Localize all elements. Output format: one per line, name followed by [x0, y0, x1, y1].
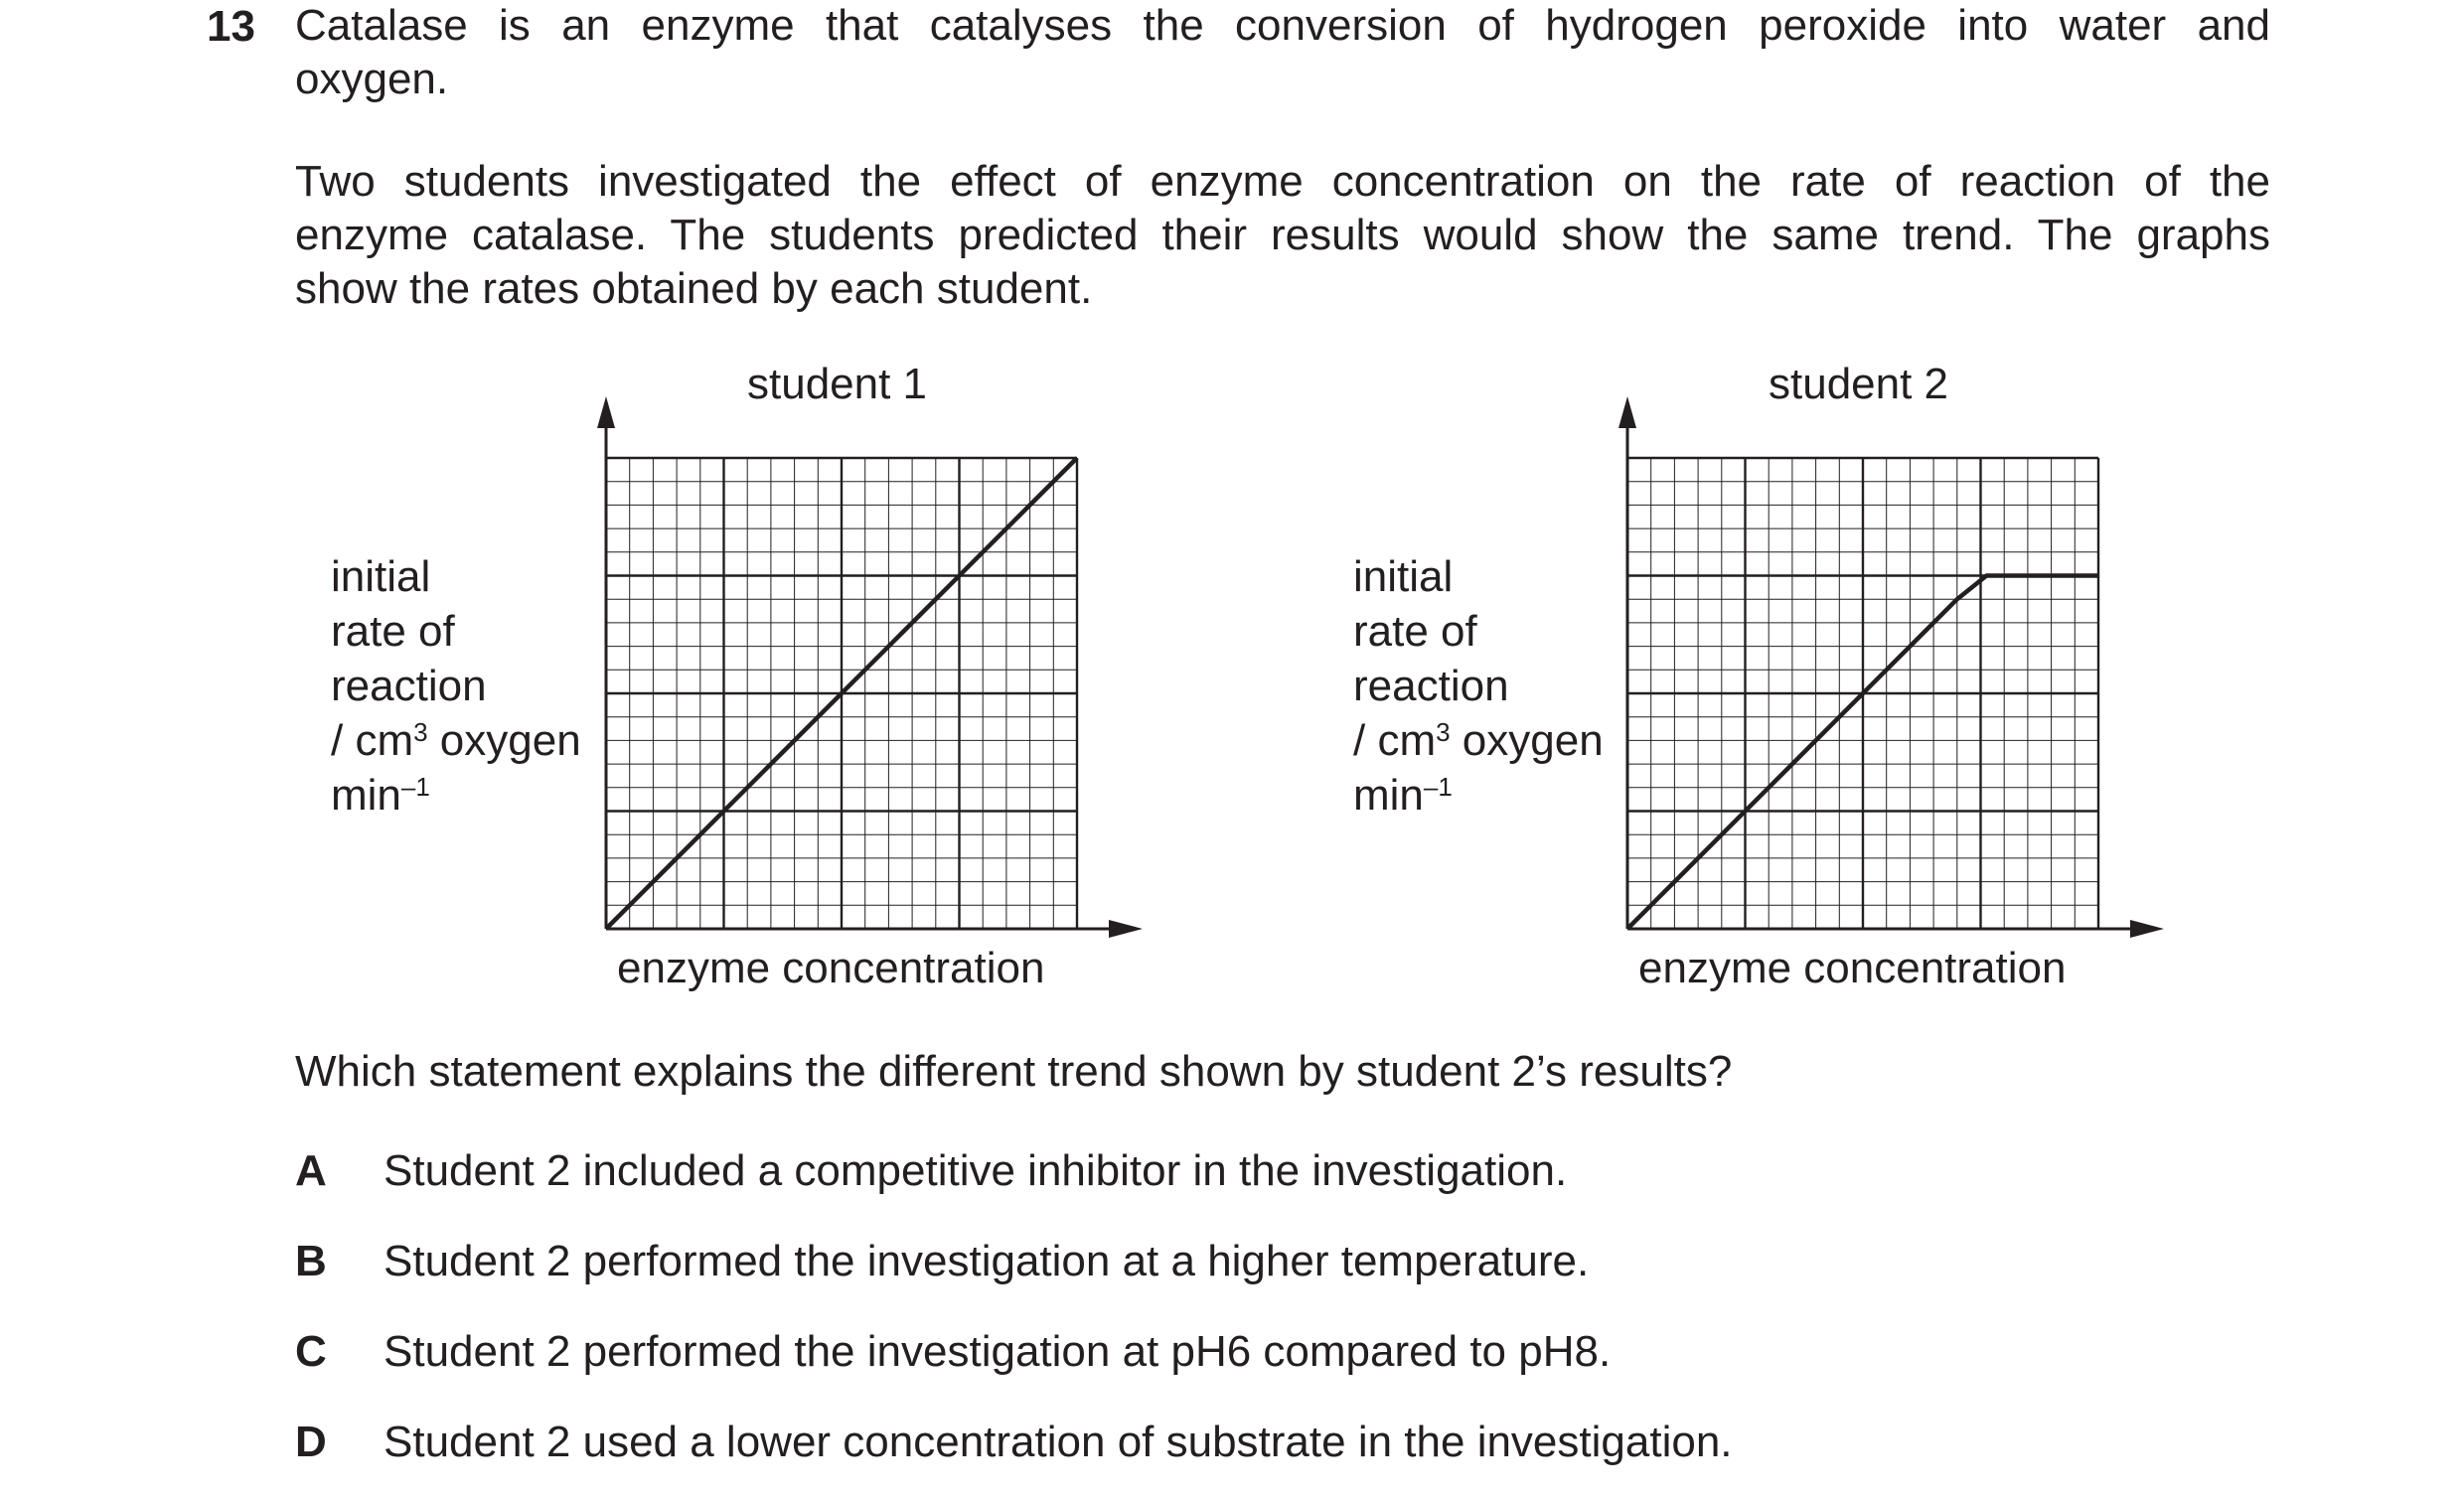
- x-axis-arrow: [1109, 920, 1143, 938]
- option-d-letter: D: [295, 1418, 327, 1466]
- y-axis-label-line: rate of: [331, 607, 455, 656]
- y-axis-label: [331, 549, 581, 823]
- unit-text: oxygen: [1450, 716, 1604, 765]
- y-axis-arrow: [1618, 396, 1636, 428]
- option-a-text: Student 2 included a competitive inhibitor in the investigation.: [384, 1146, 1568, 1195]
- context-line: Two students investigated the effect of enzyme concentration on the rate of reaction of the: [295, 157, 2270, 206]
- y-axis-label-line: [331, 713, 581, 768]
- graph-student-2: [1578, 397, 2174, 974]
- y-axis-label-line: initial: [1353, 552, 1454, 601]
- graph-student-1: [556, 397, 1153, 974]
- context-line: show the rates obtained by each student.: [295, 264, 1093, 313]
- y-axis-label-line: [331, 768, 581, 823]
- option-c-text: Student 2 performed the investigation at pH6 compared to pH8.: [384, 1327, 1612, 1376]
- option-d-text: Student 2 used a lower concentration of substrate in the investigation.: [384, 1418, 1733, 1466]
- option-c-letter: C: [295, 1327, 327, 1376]
- y-axis-arrow: [597, 396, 615, 428]
- unit-text: min: [331, 771, 401, 820]
- y-axis-label-line: reaction: [1353, 662, 1509, 710]
- y-axis-label-line: initial: [331, 552, 431, 601]
- graph-title-student-2: student 2: [1769, 360, 1949, 408]
- question-stem: Which statement explains the different trend shown by student 2’s results?: [295, 1047, 1733, 1096]
- unit-superscript: 3: [1436, 717, 1451, 747]
- unit-text: / cm: [1353, 716, 1437, 765]
- y-axis-label-line: rate of: [1353, 607, 1477, 656]
- x-axis-arrow: [2130, 920, 2164, 938]
- intro-line: oxygen.: [295, 55, 449, 103]
- intro-line: Catalase is an enzyme that catalyses the conversion of hydrogen peroxide into water and: [295, 1, 2270, 50]
- unit-text: oxygen: [427, 716, 581, 765]
- y-axis-label-line: [1353, 713, 1604, 768]
- context-line: enzyme catalase. The students predicted their results would show the same trend. The graphs: [295, 211, 2270, 259]
- x-axis-label: enzyme concentration: [1638, 944, 2067, 992]
- x-axis-label: enzyme concentration: [617, 944, 1045, 992]
- y-axis-label: [1353, 549, 1604, 823]
- y-axis-label-line: [1353, 768, 1604, 823]
- question-number: 13: [207, 2, 255, 51]
- option-a-letter: A: [295, 1146, 327, 1195]
- unit-superscript: –1: [1423, 772, 1453, 802]
- option-b-text: Student 2 performed the investigation at a higher temperature.: [384, 1237, 1590, 1285]
- unit-superscript: 3: [413, 717, 428, 747]
- unit-text: / cm: [331, 716, 414, 765]
- option-b-letter: B: [295, 1237, 327, 1285]
- context-paragraph: [295, 155, 2270, 316]
- graph-title-student-1: student 1: [747, 360, 928, 408]
- unit-text: min: [1353, 771, 1424, 820]
- unit-superscript: –1: [400, 772, 430, 802]
- intro-paragraph: [295, 0, 2270, 106]
- y-axis-label-line: reaction: [331, 662, 487, 710]
